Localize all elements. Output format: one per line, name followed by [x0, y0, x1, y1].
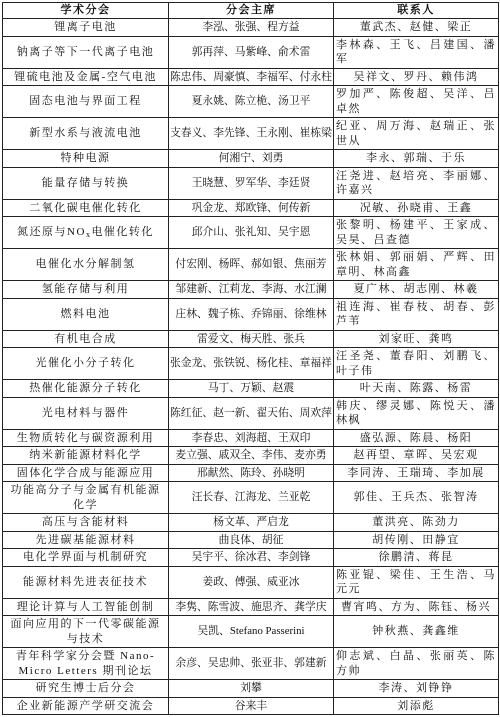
session-topic: 青年科学家分会暨 Nano-Micro Letters 期刊论坛 — [3, 648, 169, 680]
session-topic: 研究生博士后分会 — [3, 680, 169, 698]
table-row — [3, 150, 499, 168]
session-chairs: 刘攀 — [169, 680, 334, 698]
session-topic: 锂硫电池及金属-空气电池 — [3, 68, 169, 86]
session-topic: 二氧化碳电催化转化 — [3, 199, 169, 217]
session-contacts: 钟秋燕、龚鑫维 — [334, 616, 499, 648]
session-topic: 面向应用的下一代零碳能源与技术 — [3, 616, 169, 648]
table-row — [3, 249, 499, 281]
table-row — [3, 86, 499, 118]
session-contacts: 张黎明、杨建平、王家成、吴昊、吕查德 — [334, 217, 499, 249]
session-contacts: 纪亚、周万海、赵瑞正、张世从 — [334, 118, 499, 150]
session-topic: 光电材料与器件 — [3, 397, 169, 429]
session-topic: 燃料电池 — [3, 298, 169, 330]
table-row — [3, 566, 499, 598]
session-contacts: 盛弘源、陈晨、杨阳 — [334, 429, 499, 447]
session-topic: 纳米新能源材料化学 — [3, 447, 169, 465]
session-topic: 电化学界面与机制研究 — [3, 549, 169, 567]
session-contacts: 郭佳、王兵杰、张智涛 — [334, 482, 499, 514]
header-row — [3, 3, 499, 19]
table-row — [3, 648, 499, 680]
session-chairs: 何湘宁、刘勇 — [169, 150, 334, 168]
session-chairs: 余彦、吴忠帅、张亚非、郭建新 — [169, 648, 334, 680]
session-contacts: 夏广林、胡志刚、林羲 — [334, 281, 499, 299]
session-topic: 钠离子等下一代离子电池 — [3, 36, 169, 68]
session-chairs: 麦立强、戚双全、李伟、麦亦勇 — [169, 447, 334, 465]
table-row — [3, 531, 499, 549]
session-contacts: 韩庆、缪灵娜、陈悦天、潘林枫 — [334, 397, 499, 429]
session-contacts: 刘家旺、龚鸣 — [334, 330, 499, 348]
session-chairs: 巩金龙、郑欧锋、何传新 — [169, 199, 334, 217]
table-row — [3, 598, 499, 616]
session-topic: 有机电合成 — [3, 330, 169, 348]
table-row — [3, 167, 499, 199]
session-contacts: 吴祥文、罗丹、赖伟鸿 — [334, 68, 499, 86]
table-row — [3, 429, 499, 447]
session-chairs: 张金龙、张铁锐、杨化桂、章福祥 — [169, 348, 334, 380]
session-contacts: 祖连海、崔春枝、胡春、彭芦苇 — [334, 298, 499, 330]
session-contacts: 徐鹏清、蒋昆 — [334, 549, 499, 567]
table-row — [3, 330, 499, 348]
session-chairs: 曲良体、胡征 — [169, 531, 334, 549]
session-chairs: 李春忠、刘海超、王双印 — [169, 429, 334, 447]
session-chairs: 王晓慧、罗军华、李廷贤 — [169, 167, 334, 199]
table-row — [3, 19, 499, 37]
session-contacts: 陈亚锟、梁佳、王生浩、马元元 — [334, 566, 499, 598]
session-chairs: 吴宇平、徐冰君、李剑锋 — [169, 549, 334, 567]
table-row — [3, 380, 499, 398]
table-row — [3, 464, 499, 482]
session-chairs: 雷爱文、梅天胜、张兵 — [169, 330, 334, 348]
session-chairs: 谷来丰 — [169, 697, 334, 715]
session-topic: 电催化水分解制氢 — [3, 249, 169, 281]
session-topic: 能量存储与转换 — [3, 167, 169, 199]
table-row — [3, 616, 499, 648]
session-chairs: 姜政、傅强、威亚冰 — [169, 566, 334, 598]
session-contacts: 董武杰、赵健、梁正 — [334, 19, 499, 37]
session-chairs: 庄林、魏子栋、乔锦丽、徐维林 — [169, 298, 334, 330]
session-contacts: 张林娟、郭丽娟、严辉、田章明、林高鑫 — [334, 249, 499, 281]
table-row — [3, 397, 499, 429]
session-topic: 固体化学合成与能源应用 — [3, 464, 169, 482]
session-contacts: 李涛、刘铮铮 — [334, 680, 499, 698]
session-topic — [3, 217, 169, 249]
session-topic: 能源材料先进表征技术 — [3, 566, 169, 598]
session-topic: 热催化能源分子转化 — [3, 380, 169, 398]
session-chairs: 汪长春、江海龙、兰亚乾 — [169, 482, 334, 514]
session-chairs: 马丁、万颖、赵震 — [169, 380, 334, 398]
column-header-contacts: 联系人 — [334, 3, 499, 19]
table-row — [3, 217, 499, 249]
session-chairs: 杨文革、严启龙 — [169, 514, 334, 532]
session-chairs: 邢献然、陈玲、孙晓明 — [169, 464, 334, 482]
session-topic: 新型水系与液流电池 — [3, 118, 169, 150]
column-header-chairs: 分会主席 — [169, 3, 334, 19]
session-topic: 高压与含能材料 — [3, 514, 169, 532]
session-contacts: 罗加严、陈俊超、吴洋、吕卓然 — [334, 86, 499, 118]
session-contacts: 李永、郭瑞、于乐 — [334, 150, 499, 168]
table-row — [3, 281, 499, 299]
column-header-topic: 学术分会 — [3, 3, 169, 19]
session-contacts: 曹宵鸣、方为、陈钰、杨兴 — [334, 598, 499, 616]
session-topic: 功能高分子与金属有机能源化学 — [3, 482, 169, 514]
table-row — [3, 697, 499, 715]
session-chairs: 吴凯、Stefano Passerini — [169, 616, 334, 648]
session-topic: 特种电源 — [3, 150, 169, 168]
session-chairs: 陈红征、赵一新、翟天佑、周欢萍 — [169, 397, 334, 429]
topic-text: 氮还原与NO — [17, 226, 86, 239]
table-row — [3, 447, 499, 465]
session-chairs: 李隽、陈雪波、施思齐、龚学庆 — [169, 598, 334, 616]
table-row — [3, 680, 499, 698]
session-topic: 企业新能源产学研交流会 — [3, 697, 169, 715]
session-chairs: 陈忠伟、周豪慎、李福军、付永柱 — [169, 68, 334, 86]
table-row — [3, 549, 499, 567]
session-chairs: 李泓、张强、程方益 — [169, 19, 334, 37]
session-topic: 先进碳基能源材料 — [3, 531, 169, 549]
topic-subscript: x — [85, 230, 92, 240]
session-contacts: 汪尧进、赵培亮、李丽娜、许嘉兴 — [334, 167, 499, 199]
session-contacts: 李林森、王飞、吕建国、潘军 — [334, 36, 499, 68]
sessions-table — [2, 2, 499, 715]
table-row — [3, 36, 499, 68]
session-contacts: 胡传刚、田静宜 — [334, 531, 499, 549]
table-row — [3, 118, 499, 150]
session-chairs: 支春义、李先锋、王永刚、崔栋梁 — [169, 118, 334, 150]
session-contacts: 刘添彪 — [334, 697, 499, 715]
table-row — [3, 68, 499, 86]
session-chairs: 夏永姚、陈立桅、汤卫平 — [169, 86, 334, 118]
session-topic: 氢能存储与利用 — [3, 281, 169, 299]
table-row — [3, 298, 499, 330]
session-contacts: 仰志斌、白晶、张丽英、陈方帅 — [334, 648, 499, 680]
session-chairs: 郭再萍、马紫峰、俞术雷 — [169, 36, 334, 68]
session-contacts: 汪圣尧、董春阳、刘鹏飞、叶子伟 — [334, 348, 499, 380]
table-row — [3, 514, 499, 532]
session-chairs: 付宏刚、杨晖、郝如银、焦丽芳 — [169, 249, 334, 281]
session-contacts: 况敏、孙晓甫、王鑫 — [334, 199, 499, 217]
session-topic: 理论计算与人工智能创制 — [3, 598, 169, 616]
session-chairs: 邱介山、张礼知、吴宇恩 — [169, 217, 334, 249]
session-topic: 生物质转化与碳资源利用 — [3, 429, 169, 447]
session-contacts: 叶天南、陈露、杨雷 — [334, 380, 499, 398]
table-row — [3, 482, 499, 514]
session-contacts: 李同涛、王瑞琦、李加展 — [334, 464, 499, 482]
session-chairs: 邹建新、江莉龙、李海、水江澜 — [169, 281, 334, 299]
session-topic: 锂离子电池 — [3, 19, 169, 37]
session-contacts: 董洪亮、陈劲力 — [334, 514, 499, 532]
table-row — [3, 348, 499, 380]
session-topic: 光催化小分子转化 — [3, 348, 169, 380]
table-row — [3, 199, 499, 217]
session-topic: 固态电池与界面工程 — [3, 86, 169, 118]
session-contacts: 赵再望、章晖、吴宏观 — [334, 447, 499, 465]
topic-text: 电催化转化 — [91, 226, 154, 239]
